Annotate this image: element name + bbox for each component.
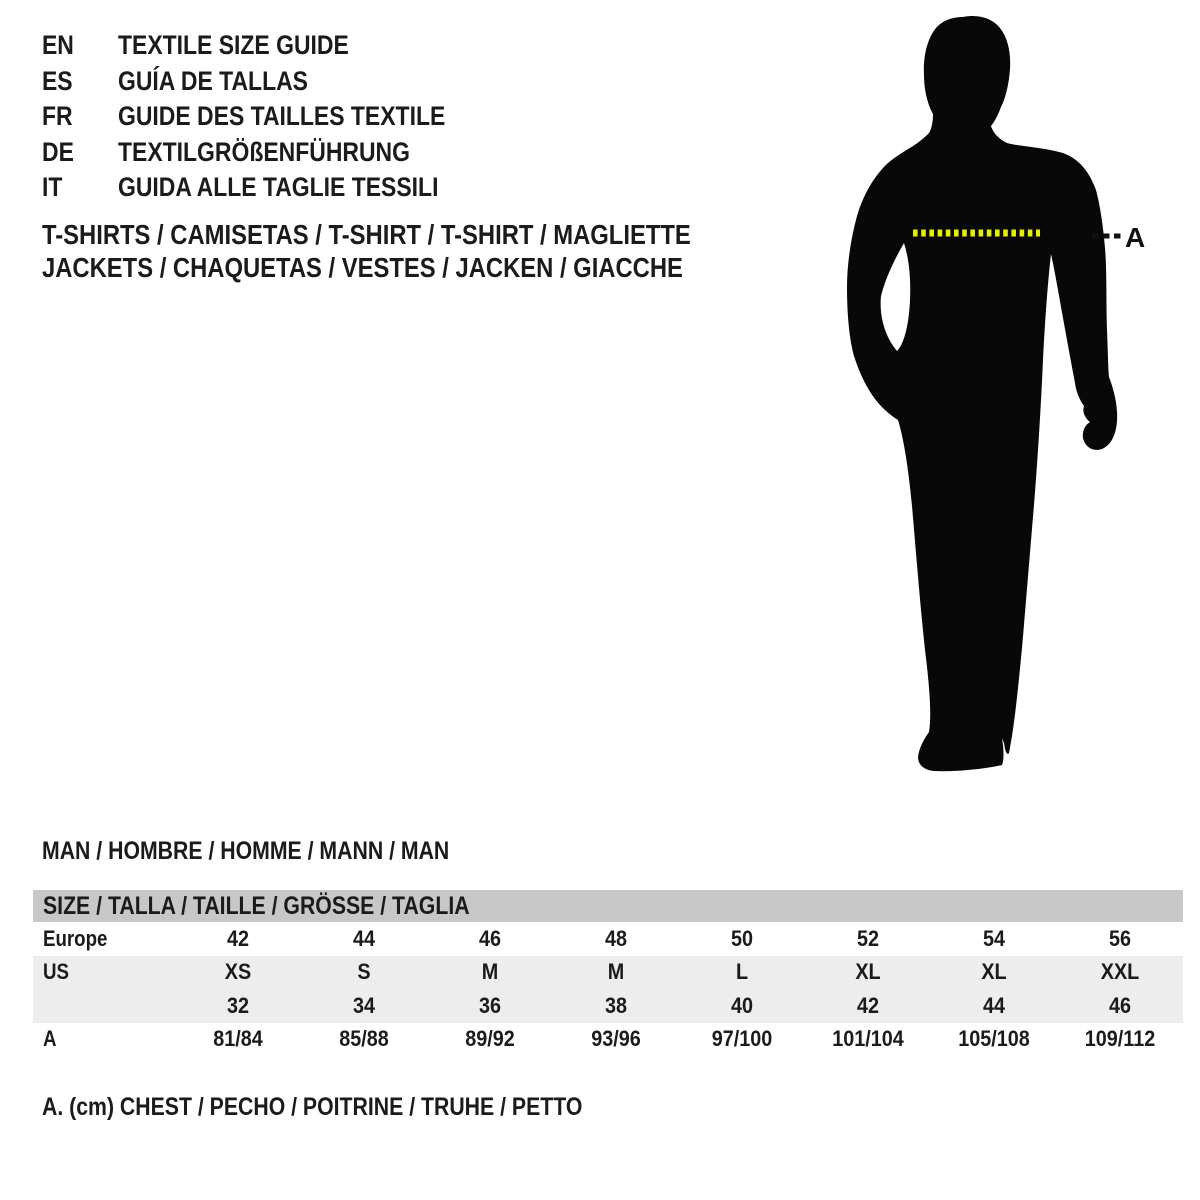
language-list	[42, 28, 503, 206]
size-cell: 56	[1108, 925, 1132, 951]
language-code: IT	[42, 172, 63, 202]
size-cell: 81/84	[213, 1026, 263, 1052]
size-cell: 52	[856, 925, 880, 951]
size-cell: 89/92	[465, 1026, 515, 1052]
table-row-europe	[33, 922, 1183, 956]
language-row	[42, 170, 503, 206]
size-cell: S	[357, 959, 371, 985]
product-line-tshirts	[42, 218, 805, 251]
size-table	[33, 890, 1183, 1056]
language-title: GUÍA DE TALLAS	[118, 65, 308, 96]
size-cell: L	[735, 959, 749, 985]
row-label-text: US	[43, 959, 69, 985]
size-cell: 34	[352, 992, 376, 1018]
language-code: EN	[42, 30, 74, 60]
measure-label-a: A	[1125, 222, 1146, 253]
language-title: TEXTILE SIZE GUIDE	[118, 30, 349, 60]
size-cell: 50	[730, 925, 754, 951]
size-cell: 46	[478, 925, 502, 951]
size-table-header-text: SIZE / TALLA / TAILLE / GRÖSSE / TAGLIA	[43, 891, 470, 920]
section-title	[42, 838, 521, 864]
row-label	[33, 959, 175, 985]
language-code: DE	[42, 136, 74, 167]
size-cell: 40	[730, 992, 754, 1018]
man-silhouette-path	[847, 16, 1117, 771]
language-row	[42, 28, 503, 64]
size-cell: M	[607, 959, 625, 985]
table-row-numeric	[33, 989, 1183, 1023]
size-cell: 109/112	[1084, 1026, 1156, 1052]
language-row	[42, 64, 503, 100]
size-cell: XL	[981, 959, 1007, 985]
row-label	[33, 1026, 175, 1052]
size-cell: 38	[604, 992, 628, 1018]
size-figure	[820, 0, 1200, 800]
product-line-jackets	[42, 251, 805, 284]
language-row	[42, 135, 503, 171]
size-cell: 85/88	[339, 1026, 389, 1052]
size-cell: 48	[604, 925, 628, 951]
product-line-text: T-SHIRTS / CAMISETAS / T-SHIRT / T-SHIRT / MAGLIETTE	[42, 219, 691, 250]
language-row	[42, 99, 503, 135]
row-label	[33, 993, 175, 1019]
size-cell: 44	[352, 925, 376, 951]
size-table-header	[33, 890, 1183, 922]
language-title: TEXTILGRÖßENFÜHRUNG	[118, 136, 410, 167]
size-cell: 42	[226, 925, 250, 951]
language-code: FR	[42, 101, 73, 131]
size-cell: 42	[856, 992, 880, 1018]
size-cell: 105/108	[958, 1026, 1030, 1052]
language-title: GUIDA ALLE TAGLIE TESSILI	[118, 172, 439, 202]
table-row-us	[33, 956, 1183, 990]
size-cell: 46	[1108, 992, 1132, 1018]
row-label-text: Europe	[43, 925, 108, 951]
product-line-text: JACKETS / CHAQUETAS / VESTES / JACKEN / GIACCHE	[42, 252, 683, 283]
language-title: GUIDE DES TAILLES TEXTILE	[118, 101, 446, 131]
product-types	[42, 218, 805, 284]
size-cell: 36	[478, 992, 502, 1018]
language-code: ES	[42, 65, 73, 96]
footnote-text: A. (cm) CHEST / PECHO / POITRINE / TRUHE / PETTO	[42, 1093, 583, 1121]
table-row-chest	[33, 1023, 1183, 1057]
size-cell: XS	[224, 959, 252, 985]
row-label-text: A	[43, 1026, 57, 1052]
size-cell: 54	[982, 925, 1006, 951]
footnote	[42, 1094, 678, 1121]
section-title-text: MAN / HOMBRE / HOMME / MANN / MAN	[42, 837, 450, 865]
size-cell: M	[481, 959, 499, 985]
size-cell: 97/100	[711, 1026, 773, 1052]
size-cell: 101/104	[832, 1026, 904, 1052]
row-label	[33, 926, 175, 952]
size-cell: 32	[226, 992, 250, 1018]
size-cell: XXL	[1100, 959, 1140, 985]
size-cell: 44	[982, 992, 1006, 1018]
size-cell: 93/96	[591, 1026, 641, 1052]
size-cell: XL	[855, 959, 881, 985]
